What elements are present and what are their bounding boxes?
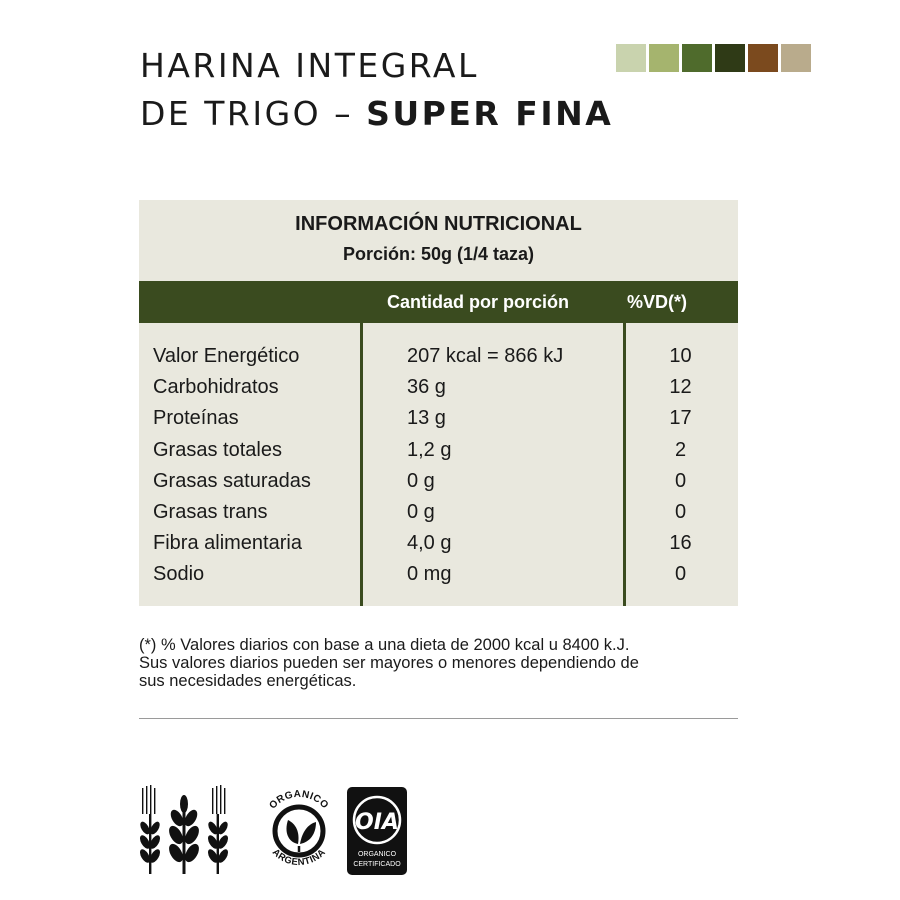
footnote-line-3: sus necesidades energéticas. <box>139 672 357 690</box>
nutrient-dv: 12 <box>669 376 692 399</box>
column-header-amount: Cantidad por porción <box>387 292 569 312</box>
nutrient-name: Proteínas <box>153 407 239 430</box>
table-row <box>139 372 738 403</box>
serving-size: Porción: 50g (1/4 taza) <box>342 244 535 264</box>
nutrition-title: INFORMACIÓN NUTRICIONAL <box>295 213 582 235</box>
column-header-dv: %VD(*) <box>627 292 688 312</box>
oia-mark: OIA <box>355 810 399 835</box>
nutrient-amount: 0 mg <box>407 563 452 586</box>
title-line-2 <box>140 90 613 138</box>
nutrient-name: Fibra alimentaria <box>153 532 302 555</box>
table-row <box>139 497 738 528</box>
table-row <box>139 435 738 466</box>
color-swatch-2 <box>649 44 679 72</box>
title-line-2-bold: SUPER FINA <box>366 94 614 133</box>
product-title <box>140 42 613 138</box>
title-line-1: HARINA INTEGRAL <box>140 46 479 85</box>
nutrient-dv: 0 <box>674 500 687 523</box>
nutrient-name: Grasas totales <box>153 438 282 461</box>
oia-line-2: CERTIFICADO <box>353 861 401 868</box>
color-swatch-3 <box>682 44 712 72</box>
nutrient-name: Grasas saturadas <box>153 469 311 492</box>
nutrition-panel <box>139 200 738 606</box>
nutrient-dv: 17 <box>669 407 692 430</box>
nutrient-amount: 4,0 g <box>407 532 452 555</box>
nutrient-name: Grasas trans <box>153 500 268 523</box>
table-row <box>139 528 738 559</box>
table-row <box>139 403 738 434</box>
color-swatch-6 <box>781 44 811 72</box>
table-row <box>139 559 738 590</box>
nutrition-rows <box>139 341 738 591</box>
seal-bottom-text: ARGENTINA <box>269 846 329 869</box>
organico-argentina-seal <box>254 784 344 876</box>
nutrient-amount: 36 g <box>407 376 446 399</box>
oia-line-1: ORGANICO <box>357 851 397 858</box>
nutrient-amount: 1,2 g <box>407 438 452 461</box>
nutrient-dv: 2 <box>674 438 687 461</box>
divider <box>139 718 738 719</box>
nutrient-dv: 10 <box>669 345 692 367</box>
nutrient-name: Sodio <box>153 563 205 586</box>
nutrient-name: Valor Energético <box>153 345 300 367</box>
color-palette <box>616 44 811 72</box>
footnote-line-1: (*) % Valores diarios con base a una dieta de 2000 kcal u 8400 k.J. <box>139 636 630 654</box>
footnote <box>139 636 749 690</box>
nutrient-amount: 0 g <box>407 469 435 492</box>
wheat-icon <box>138 784 230 876</box>
column-header-bar <box>139 281 738 323</box>
footnote-line-2: Sus valores diarios pueden ser mayores o menores dependiendo de <box>139 654 639 672</box>
color-swatch-5 <box>748 44 778 72</box>
table-row <box>139 466 738 497</box>
table-row <box>139 341 738 372</box>
nutrient-amount: 0 g <box>407 500 435 523</box>
nutrient-dv: 16 <box>669 532 692 555</box>
nutrient-dv: 0 <box>674 469 687 492</box>
oia-seal <box>346 786 408 876</box>
nutrient-amount: 13 g <box>407 407 446 430</box>
title-line-2-prefix: DE TRIGO – <box>140 94 367 133</box>
color-swatch-1 <box>616 44 646 72</box>
nutrient-name: Carbohidratos <box>153 376 279 399</box>
color-swatch-4 <box>715 44 745 72</box>
seal-top-text: ORGANICO <box>267 788 331 812</box>
nutrient-dv: 0 <box>674 563 687 586</box>
nutrition-header <box>139 210 738 268</box>
nutrient-amount: 207 kcal = 866 kJ <box>407 345 564 367</box>
